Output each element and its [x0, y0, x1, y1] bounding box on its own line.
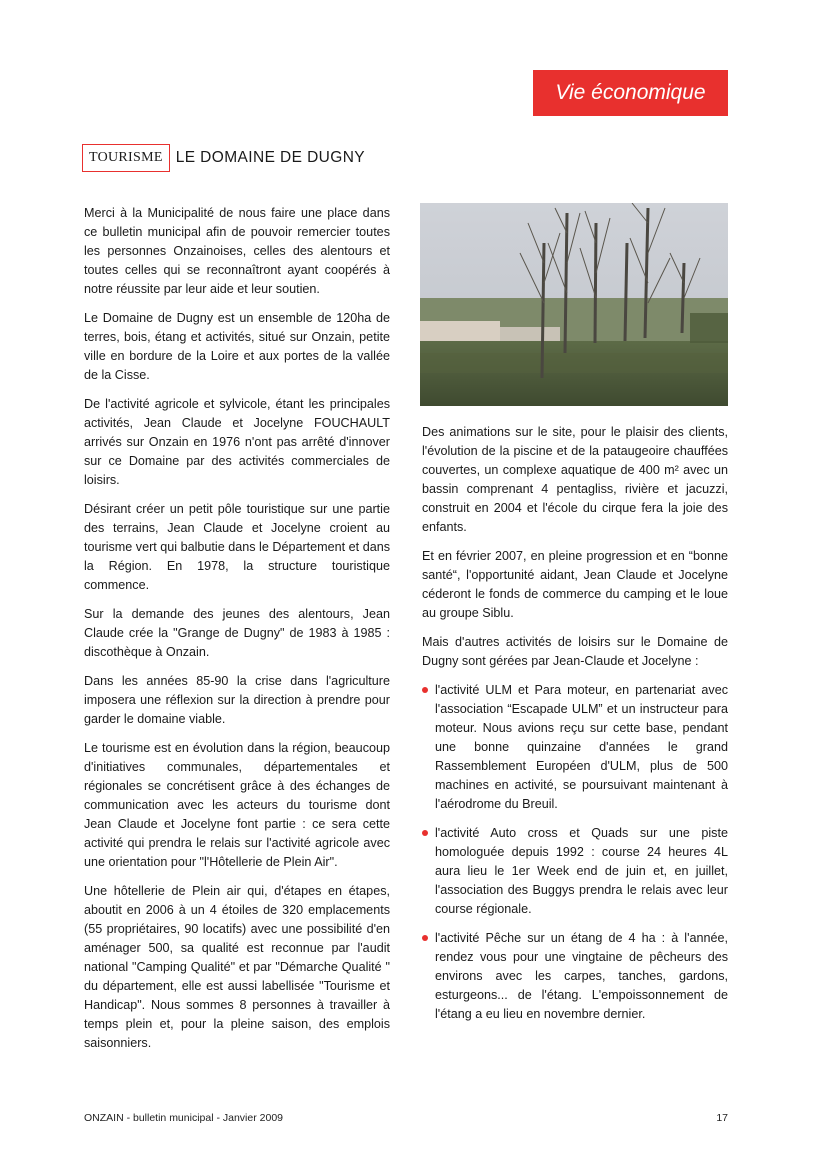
- paragraph: Désirant créer un petit pôle touristique sur une partie des terrains, Jean Claude et Jocelyne croient au tourisme vert qui balbutie dans le Département et dans la Région. En 1978, la structure touristique commence.: [84, 502, 390, 592]
- category-label: TOURISME: [82, 144, 170, 172]
- paragraph: Le tourisme est en évolution dans la région, beaucoup d'initiatives communales, départementales et régionales se concrétisent grâce à des échanges de communication avec les acteurs du tourisme dont Jean Claude et Jocelyne font partie : ce sera cette activité qui prendra le relais sur l'activité agricole avec une orientation pour "l'Hôtellerie de Plein Air".: [84, 741, 390, 869]
- domain-photo: [420, 203, 728, 406]
- paragraph: Le Domaine de Dugny est un ensemble de 120ha de terres, bois, étang et activités, situé sur Onzain, petite ville en bordure de la Loire et aux portes de la vallée de la Cisse.: [84, 311, 390, 382]
- list-item-text: l'activité ULM et Para moteur, en partenariat avec l'association “Escapade ULM” et un instructeur para moteur. Nous avions reçu sur cette base, pendant une bonne quinzaine d'années le grand Rassemblement Européen d'ULM, plus de 500 machines en activité, se poursuivant maintenant à l'aérodrome du Breuil.: [435, 683, 728, 811]
- list-item: [422, 681, 728, 814]
- bullet-dot-icon: [422, 687, 428, 693]
- park-trees-illustration: [420, 203, 728, 406]
- list-item: [422, 929, 728, 1024]
- paragraph: Mais d'autres activités de loisirs sur le Domaine de Dugny sont gérées par Jean-Claude et Jocelyne :: [422, 635, 728, 668]
- page-number: 17: [716, 1112, 728, 1124]
- article-title: LE DOMAINE DE DUGNY: [175, 149, 366, 166]
- activity-list: [422, 681, 728, 1024]
- paragraph: Et en février 2007, en pleine progression et en “bonne santé“, l'opportunité aidant, Jean Claude et Jocelyne céderont le fonds de commerce du camping et le loue au groupe Siblu.: [422, 549, 728, 620]
- paragraph: De l'activité agricole et sylvicole, étant les principales activités, Jean Claude et Jocelyne FOUCHAULT arrivés sur Onzain en 1976 n'ont pas arrêté d'innover sur ce Domaine par des activités commerciales de loisirs.: [84, 397, 390, 487]
- paragraph: Une hôtellerie de Plein air qui, d'étapes en étapes, aboutit en 2006 à un 4 étoiles de 320 emplacements (55 propriétaires, 90 locatifs) avec une possibilité d'en aménager 500, sa qualité est reconnue par l'audit national "Camping Qualité" et par "Démarche Qualité " du département, elle est aussi labellisée "Tourisme et Handicap". Nous sommes 8 personnes à travailler à temps plein et, pour la pleine saison, des emplois saisonniers.: [84, 884, 390, 1050]
- paragraph: Merci à la Municipalité de nous faire une place dans ce bulletin municipal afin de pouvoir remercier toutes les personnes Onzainoises, celles des alentours et toutes celles qui se reconnaîtront ayant coopérés à notre réussite par leur aide et leur soutien.: [84, 206, 390, 296]
- bullet-dot-icon: [422, 935, 428, 941]
- left-column: [84, 204, 390, 1063]
- list-item-text: l'activité Auto cross et Quads sur une piste homologuée depuis 1992 : course 24 heures 4L aura lieu le 1er Week end de juin et, en juillet, l'association des Buggys prendra le relais avec leur course régionale.: [435, 826, 728, 916]
- bullet-dot-icon: [422, 830, 428, 836]
- footer-publication: ONZAIN - bulletin municipal - Janvier 2009: [84, 1112, 283, 1124]
- paragraph: Sur la demande des jeunes des alentours, Jean Claude crée la "Grange de Dugny" de 1983 à 1985 : discothèque à Onzain.: [84, 607, 390, 659]
- right-column: [422, 423, 728, 1034]
- paragraph: Dans les années 85-90 la crise dans l'agriculture imposera une réflexion sur la direction à prendre pour garder le domaine viable.: [84, 674, 390, 726]
- article-heading: [82, 143, 365, 173]
- section-badge: Vie économique: [533, 70, 728, 116]
- list-item-text: l'activité Pêche sur un étang de 4 ha : à l'année, rendez vous pour une vingtaine de pêcheurs des environs avec les carpes, tanches, gardons, esturgeons... de l'étang. L'empoissonnement de l'étang a eu lieu en novembre dernier.: [435, 931, 728, 1021]
- paragraph: Des animations sur le site, pour le plaisir des clients, l'évolution de la piscine et de la pataugeoire chauffées couvertes, un complexe aquatique de 400 m² avec un bassin comprenant 4 pentagliss, rivière et jacuzzi, construit en 2004 et l'école du cirque fera la joie des enfants.: [422, 425, 728, 534]
- list-item: [422, 824, 728, 919]
